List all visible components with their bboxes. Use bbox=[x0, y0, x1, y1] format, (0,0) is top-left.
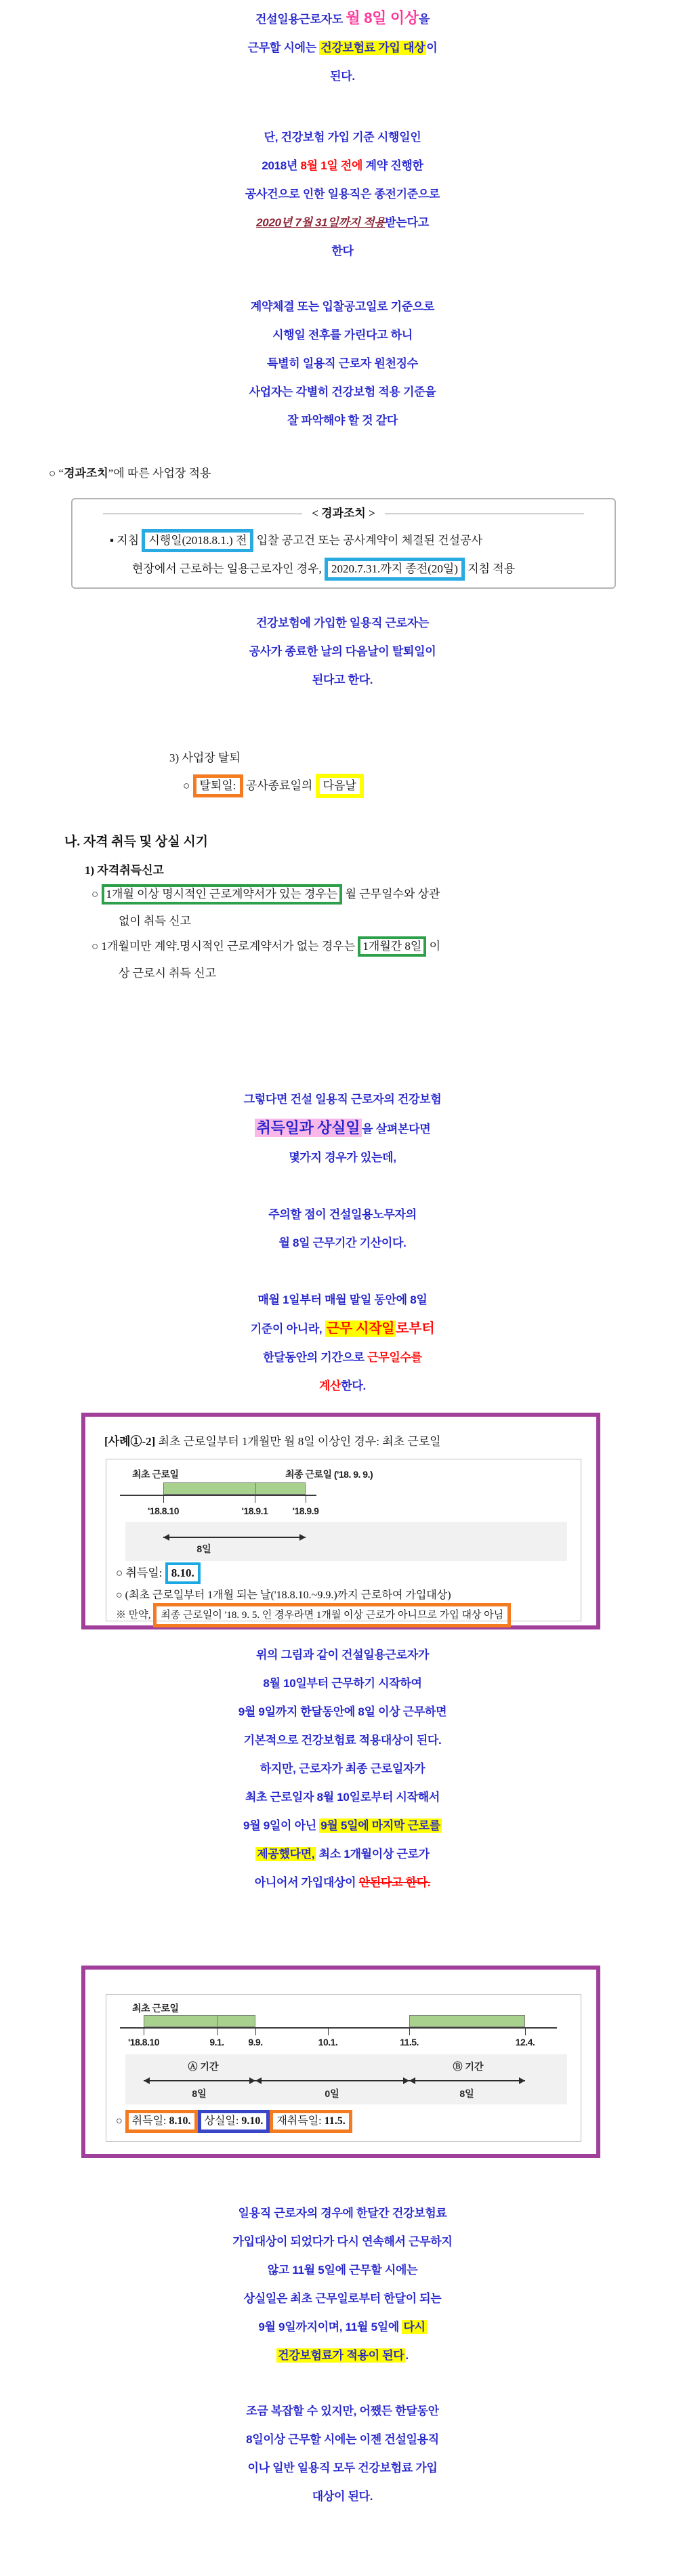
para-line bbox=[0, 1321, 685, 1337]
para-line: 8월 10일부터 근무하기 시작하여 bbox=[263, 1677, 422, 1690]
work-period-bar-a bbox=[144, 2015, 255, 2027]
case-example-1-box bbox=[81, 1413, 600, 1629]
para-line bbox=[0, 1121, 685, 1137]
cyan-framed-date: 8.10. bbox=[165, 1562, 201, 1584]
tick-label: 11.5. bbox=[400, 2037, 419, 2048]
para-line: 공사가 종료한 날의 다음날이 탈퇴일이 bbox=[249, 645, 436, 658]
bullet-text: ○ bbox=[116, 2115, 125, 2127]
acquisition-section-heading: 나. 자격 취득 및 상실 시기 bbox=[64, 835, 209, 849]
para-line: 특별히 일용직 근로자 원천징수 bbox=[267, 357, 418, 370]
red-on-yellow-term: 근무 시작일 bbox=[326, 1321, 395, 1336]
tick-label: '18.8.10 bbox=[127, 2037, 160, 2048]
cyan-framed-date: 2020.7.31.까지 종전(20일) bbox=[325, 558, 465, 581]
para-line bbox=[0, 159, 685, 173]
red-text: 계산 bbox=[319, 1379, 341, 1392]
cyan-framed-date: 시행일(2018.8.1.) 전 bbox=[142, 529, 253, 552]
tick-label: '18.8.10 bbox=[147, 1505, 180, 1516]
para-line: 건강보험에 가입한 일용직 근로자는 bbox=[255, 617, 430, 629]
box-header bbox=[103, 506, 584, 521]
para-line: 상실일은 최초 근무일로부터 한달이 되는 bbox=[243, 2292, 442, 2305]
intro-line-2 bbox=[0, 41, 685, 56]
para-line: 대상이 된다. bbox=[312, 2490, 373, 2503]
para-line bbox=[0, 1350, 685, 1365]
last-workday-label: 최종 근로일 ('18. 9. 9.) bbox=[285, 1469, 373, 1480]
span-arrow bbox=[255, 2080, 409, 2081]
red-text: 근무일수를 bbox=[367, 1351, 422, 1364]
tick-mark bbox=[163, 1495, 164, 1503]
blue-text: 아니어서 가입대상이 bbox=[254, 1876, 359, 1889]
para-line: 일용직 근로자의 경우에 한달간 건강보험료 bbox=[238, 2207, 447, 2220]
intro-text: 건설일용근로자도 bbox=[255, 13, 346, 26]
para-line bbox=[0, 2348, 685, 2363]
measure-band bbox=[125, 1522, 567, 1561]
timeline-axis bbox=[120, 2027, 557, 2029]
row-text: ※ 만약, bbox=[116, 1610, 154, 1621]
para-line: 가입대상이 되었다가 다시 연속해서 근무하지 bbox=[232, 2235, 453, 2248]
criteria-paragraph bbox=[0, 299, 685, 442]
para-line: 몇가지 경우가 있는데, bbox=[289, 1151, 396, 1164]
orange-framed-acquisition bbox=[125, 2110, 198, 2133]
orange-framed-term: 탈퇴일: bbox=[193, 774, 243, 797]
para-line bbox=[0, 2320, 685, 2335]
yellow-highlight-text: 제공했다면, bbox=[257, 1848, 315, 1861]
box-header-title: < 경과조치 > bbox=[312, 507, 375, 520]
tick-label: '18.9.9 bbox=[292, 1505, 319, 1516]
case1-explanation-paragraph bbox=[0, 1648, 685, 1904]
para-line: 계약체결 또는 입찰공고일로 기준으로 bbox=[250, 300, 435, 313]
box-bullet-line-1 bbox=[110, 532, 604, 549]
line-text: 월 근무일수와 상관 bbox=[342, 888, 440, 900]
blue-text: 받는다고 bbox=[385, 216, 429, 229]
blue-text: 을 살펴본다면 bbox=[362, 1123, 431, 1136]
bar-division bbox=[217, 2016, 218, 2027]
first-workday-label: 최초 근로일 bbox=[132, 2003, 179, 2014]
para-line bbox=[0, 1875, 685, 1890]
measure-band bbox=[125, 2054, 567, 2104]
indigo-framed-loss bbox=[198, 2110, 270, 2133]
tick-mark bbox=[409, 2027, 410, 2035]
para-line bbox=[0, 1847, 685, 1862]
para-line: 잘 파악해야 할 것 같다 bbox=[287, 414, 398, 427]
span-days-label: 0일 bbox=[325, 2088, 339, 2099]
frame-value: 9.10. bbox=[241, 2115, 264, 2127]
case1-title-text: 최초 근로일부터 1개월만 월 8일 이상인 경우: 최초 근로일 bbox=[155, 1435, 441, 1448]
timeline-axis bbox=[120, 1495, 316, 1496]
case1-acquisition-row bbox=[116, 1565, 201, 1581]
span-arrow bbox=[163, 1537, 306, 1538]
para-line: 9월 9일까지 한달동안에 8일 이상 근무하면 bbox=[238, 1705, 447, 1718]
period-a-label: Ⓐ 기간 bbox=[188, 2061, 219, 2072]
bar-division bbox=[255, 1483, 256, 1494]
bullet-text: 지침 적용 bbox=[464, 562, 516, 575]
case1-warning-row bbox=[116, 1606, 511, 1625]
acquisition-bullet-1 bbox=[91, 887, 440, 902]
first-workday-label: 최초 근로일 bbox=[132, 1469, 179, 1480]
para-line bbox=[0, 215, 685, 230]
para-line bbox=[0, 1819, 685, 1833]
orange-framed-warning: 최종 근로일이 '18. 9. 5. 인 경우라면 1개월 이상 근로가 아니므로 가입 대상 아님 bbox=[153, 1603, 511, 1627]
case2-diagram-panel bbox=[106, 1994, 581, 2142]
tick-label: '18.9.1 bbox=[241, 1505, 268, 1516]
bullet-text: ▪ 지침 bbox=[110, 534, 142, 547]
para-line: 공사건으로 인한 일용직은 종전기준으로 bbox=[245, 188, 440, 201]
red-strikethrough-text: 안된다고 한다. bbox=[358, 1876, 431, 1889]
green-framed-condition: 1개월 이상 명시적인 근로계약서가 있는 경우는 bbox=[102, 884, 343, 905]
case1-title bbox=[104, 1434, 441, 1449]
transition-measure-box bbox=[71, 498, 616, 589]
yellow-highlight-text: 9월 5일에 마지막 근로를 bbox=[320, 1819, 440, 1832]
frame-value: 8.10. bbox=[169, 2115, 191, 2127]
span-days-label: 8일 bbox=[192, 2088, 207, 2099]
bold-term: 경과조치 bbox=[64, 467, 108, 480]
acquisition-bullet-2-cont: 상 근로시 취득 신고 bbox=[119, 967, 217, 980]
para-line: 않고 11월 5일에 근무할 시에는 bbox=[267, 2264, 418, 2277]
blue-text: . bbox=[405, 2349, 409, 2362]
frame-label: 상실일: bbox=[204, 2115, 242, 2127]
withdrawal-intro-paragraph bbox=[0, 616, 685, 701]
frame-label: 재취득일: bbox=[276, 2115, 325, 2127]
para-line: 시행일 전후를 가린다고 하니 bbox=[272, 329, 413, 341]
para-line: 한다 bbox=[331, 245, 354, 257]
transition-section-heading bbox=[49, 466, 211, 481]
tick-label: 12.4. bbox=[515, 2037, 535, 2048]
para-line: 그렇다면 건설 일용직 근로자의 건강보험 bbox=[243, 1093, 442, 1106]
blue-text: 한달동안의 기간으로 bbox=[263, 1351, 368, 1364]
tick-mark bbox=[525, 2027, 526, 2035]
maroon-underline-text: 2020년 7월 31일까지 적용 bbox=[256, 216, 386, 229]
yellow-highlight-text: 건강보험료가 적용이 된다 bbox=[278, 2349, 404, 2362]
frame-value: 11.5. bbox=[324, 2115, 346, 2127]
closing-paragraph bbox=[0, 2404, 685, 2518]
para-line: 사업자는 각별히 건강보험 적용 기준을 bbox=[249, 386, 436, 398]
para-line: 주의할 점이 건설일용노무자의 bbox=[268, 1208, 417, 1221]
intro-line-1 bbox=[0, 11, 685, 27]
para-line: 8일이상 근무할 시에는 이젠 건설일용직 bbox=[246, 2433, 439, 2446]
heading-text: ”에 따른 사업장 적용 bbox=[108, 467, 211, 480]
line-text: 공사종료일의 bbox=[243, 779, 316, 792]
yellow-highlight-text: 다시 bbox=[403, 2321, 425, 2333]
acquisition-bullet-2 bbox=[91, 939, 440, 954]
yellow-framed-term: 다음날 bbox=[316, 774, 364, 798]
frame-label: 취득일: bbox=[131, 2115, 169, 2127]
work-period-bar-b bbox=[409, 2015, 525, 2027]
line-text: 이 bbox=[426, 940, 441, 953]
bullet-text: 현장에서 근로하는 일용근로자인 경우, bbox=[132, 562, 325, 575]
para-line: 최초 근로일자 8월 10일로부터 시작해서 bbox=[245, 1791, 440, 1804]
bullet-text: ○ bbox=[183, 779, 193, 792]
work-period-bar bbox=[163, 1482, 306, 1495]
counting-rule-paragraph bbox=[0, 1293, 685, 1407]
tick-label: 9.1. bbox=[209, 2037, 224, 2048]
red-text: 로부터 bbox=[396, 1321, 435, 1336]
intro-line-3: 된다. bbox=[330, 70, 355, 83]
acquisition-report-subheading: 1) 자격취득신고 bbox=[85, 864, 164, 877]
case1-title-label: [사례①-2] bbox=[104, 1435, 156, 1448]
bullet-text: ○ “ bbox=[49, 467, 64, 480]
para-line: 기본적으로 건강보험료 적용대상이 된다. bbox=[243, 1734, 442, 1747]
case2-dates-row bbox=[116, 2114, 352, 2129]
green-framed-condition: 1개월간 8일 bbox=[358, 936, 426, 957]
span-days-label: 8일 bbox=[196, 1543, 211, 1554]
red-date-text: 8월 1일 전에 bbox=[300, 159, 363, 172]
period-b-label: Ⓑ 기간 bbox=[453, 2061, 484, 2072]
tick-mark bbox=[328, 2027, 329, 2035]
transition-rule-paragraph bbox=[0, 130, 685, 272]
blue-text: 한다. bbox=[341, 1379, 366, 1392]
intro-text: 을 bbox=[418, 13, 430, 26]
blue-text: 최소 1개월이상 근로가 bbox=[316, 1848, 430, 1861]
intro-text: 이 bbox=[426, 41, 438, 54]
yellow-highlight-text: 건강보험료 가입 대상 bbox=[320, 41, 425, 54]
pink-emphasis: 월 8일 이상 bbox=[346, 9, 419, 26]
acquisition-loss-paragraph bbox=[0, 1092, 685, 1179]
pink-highlight-term: 취득일과 상실일 bbox=[255, 1119, 362, 1137]
bullet-text: ○ bbox=[91, 888, 102, 900]
intro-text: 근무할 시에는 bbox=[247, 41, 320, 54]
span-days-label: 8일 bbox=[459, 2088, 474, 2099]
workplace-withdrawal-heading: 3) 사업장 탈퇴 bbox=[169, 751, 241, 764]
orange-framed-reacquisition bbox=[270, 2110, 352, 2133]
row-text: ○ 취득일: bbox=[116, 1566, 165, 1579]
span-arrow bbox=[409, 2080, 525, 2081]
box-bullet-line-2 bbox=[132, 560, 604, 578]
para-line: 하지만, 근로자가 최종 근로일자가 bbox=[260, 1762, 425, 1775]
case1-note-row: ○ (최초 근로일부터 1개월 되는 날('18.8.10.~9.9.)까지 근로하여 가입대상) bbox=[116, 1590, 451, 1601]
para-line: 단, 건강보험 가입 기준 시행일인 bbox=[264, 131, 421, 144]
para-line: 된다고 한다. bbox=[312, 673, 373, 686]
blue-text: 9월 9일까지이며, 11월 5일에 bbox=[258, 2321, 402, 2333]
span-arrow bbox=[144, 2080, 255, 2081]
para-line: 매월 1일부터 매월 말일 동안에 8일 bbox=[257, 1293, 428, 1306]
blue-text: 기준이 아니라, bbox=[250, 1323, 325, 1335]
acquisition-bullet-1-cont: 없이 취득 신고 bbox=[119, 915, 192, 928]
case-example-2-box bbox=[81, 1966, 600, 2158]
intro-paragraph bbox=[0, 11, 685, 98]
tick-label: 10.1. bbox=[318, 2037, 338, 2048]
case1-diagram-panel bbox=[106, 1459, 581, 1621]
bullet-text: ○ 1개월미만 계약.명시적인 근로계약서가 없는 경우는 bbox=[91, 940, 358, 953]
bullet-text: 입찰 공고건 또는 공사계약이 체결된 건설공사 bbox=[253, 534, 482, 547]
para-line bbox=[0, 1379, 685, 1394]
para-line: 위의 그림과 같이 건설일용근로자가 bbox=[255, 1648, 430, 1661]
withdrawal-date-line bbox=[183, 776, 364, 795]
caution-paragraph bbox=[0, 1207, 685, 1264]
tick-label: 9.9. bbox=[248, 2037, 263, 2048]
para-line: 이나 일반 일용직 모두 건강보험료 가입 bbox=[247, 2461, 438, 2474]
case2-explanation-paragraph bbox=[0, 2206, 685, 2377]
para-line: 월 8일 근무기간 기산이다. bbox=[278, 1237, 407, 1249]
blue-text: 2018년 bbox=[262, 159, 301, 172]
tick-mark bbox=[255, 2027, 256, 2035]
blue-text: 9월 9일이 아닌 bbox=[243, 1819, 320, 1832]
para-line: 조금 복잡할 수 있지만, 어쨌든 한달동안 bbox=[246, 2405, 439, 2417]
blue-text: 계약 진행한 bbox=[362, 159, 423, 172]
